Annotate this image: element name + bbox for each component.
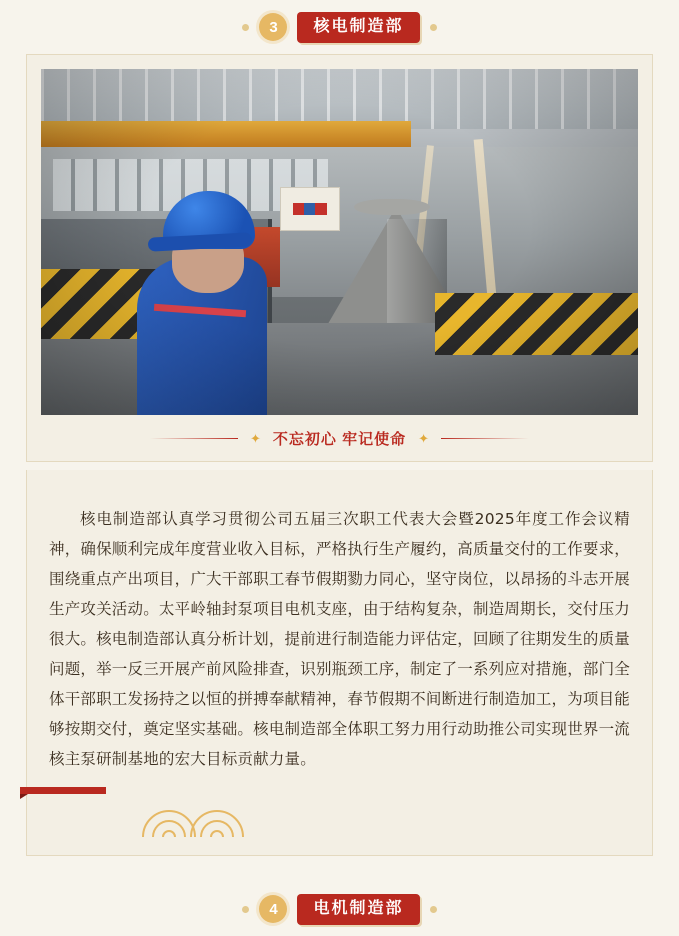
section-number-badge-bottom: 4 <box>259 895 287 923</box>
article-paragraph: 核电制造部认真学习贯彻公司五届三次职工代表大会暨2025年度工作会议精神，确保顺利完成年度营业收入目标，严格执行生产履约，高质量交付的工作要求，围绕重点产出项目，广大干部职工春节假期勠力同心，坚守岗位，以昂扬的斗志开展生产攻关活动。太平岭轴封泵项目电机支座，由于结构复杂，制造周期长，交付压力很大。核电制造部认真分析计划，提前进行制造能力评估定，回顾了往期发生的质量问题，举一反三开展产前风险排查，识别瓶颈工序，制定了一系列应对措施，部门全体干部职工发扬持之以恒的拼搏奉献精神，春节假期不间断进行制造加工，为项目能够按期交付，奠定坚实基础。核电制造部全体职工努力用行动助推公司实现世界一流核主泵研制基地的宏大目标贡献力量。 <box>49 509 630 768</box>
slogan-rule-right <box>441 438 529 439</box>
dot-left-icon <box>242 24 249 31</box>
section-title-pill-bottom: 电机制造部 <box>297 894 419 925</box>
factory-worker-photo <box>41 69 638 415</box>
slogan-row <box>41 415 638 461</box>
photo-vignette <box>41 69 638 415</box>
dot-left-icon-bottom <box>242 906 249 913</box>
photo-card <box>26 54 653 462</box>
star-right-icon: ✦ <box>418 430 429 446</box>
photo-canvas <box>41 69 638 415</box>
accent-bar <box>20 787 106 794</box>
section-number-badge: 3 <box>259 13 287 41</box>
slogan-rule-left <box>150 438 238 439</box>
section-header-top <box>0 0 679 54</box>
section-header-bottom <box>0 882 679 936</box>
dot-right-icon <box>430 24 437 31</box>
slogan-text: 不忘初心 牢记使命 <box>272 430 407 448</box>
star-left-icon: ✦ <box>250 430 261 446</box>
decorative-arcs <box>49 789 630 843</box>
section-title-pill: 核电制造部 <box>297 12 419 43</box>
article-block <box>26 470 653 856</box>
arcs-svg <box>139 793 249 839</box>
dot-right-icon-bottom <box>430 906 437 913</box>
